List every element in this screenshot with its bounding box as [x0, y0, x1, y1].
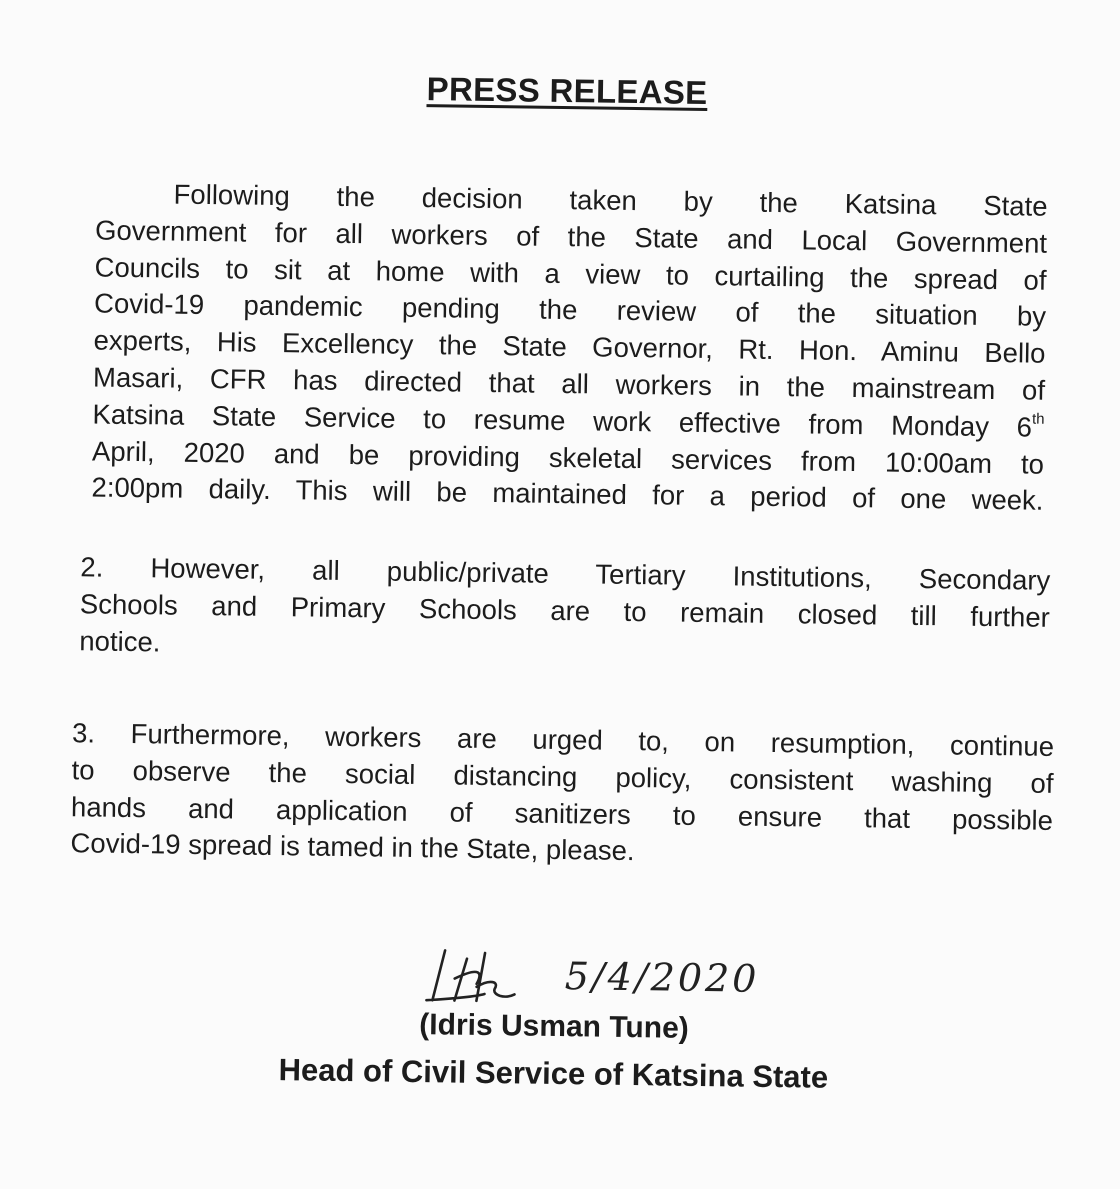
- text-line: Masari, CFR has directed that all workers in the mainstream of: [92, 361, 1046, 406]
- document-title: PRESS RELEASE: [426, 70, 708, 112]
- signatory-name: (Idris Usman Tune): [419, 1008, 689, 1045]
- text-line: Schools and Primary Schools are to remain closed till further: [79, 588, 1051, 633]
- text-segment: Katsina State Service to resume work effective from Monday 6: [92, 398, 1033, 443]
- text-line: hands and application of sanitizers to ensure that possible: [70, 790, 1054, 836]
- text-line: to observe the social distancing policy, consistent washing of: [71, 753, 1054, 799]
- text-line: 2. However, all public/private Tertiary Institutions, Secondary: [80, 551, 1051, 596]
- text-line: Councils to sit at home with a view to curtailing the spread of: [94, 251, 1047, 296]
- text-line: Covid-19 pandemic pending the review of the situation by: [93, 287, 1047, 333]
- paragraph-1: [91, 175, 1048, 519]
- text-line: April, 2020 and be providing skeletal services from 10:00am to: [91, 435, 1045, 480]
- text-line: Covid-19 spread is tamed in the State, please.: [70, 827, 635, 867]
- signatory-title: Head of Civil Service of Katsina State: [278, 1052, 829, 1095]
- text-line: 3. Furthermore, workers are urged to, on resumption, continue: [71, 717, 1055, 762]
- ordinal-suffix: th: [1031, 410, 1045, 428]
- text-line: 2:00pm daily. This will be maintained for a period of one week.: [91, 471, 1044, 517]
- text-line: Following the decision taken by the Katsina State: [173, 178, 1048, 222]
- text-line: Government for all workers of the State and Local Government: [94, 214, 1048, 259]
- text-line: notice.: [79, 624, 161, 658]
- paragraph-2: [79, 549, 1050, 673]
- paragraph-3: [70, 715, 1054, 876]
- text-line: experts, His Excellency the State Governor, Rt. Hon. Aminu Bello: [93, 324, 1046, 369]
- signature-date: 5/4/2020: [564, 954, 760, 1001]
